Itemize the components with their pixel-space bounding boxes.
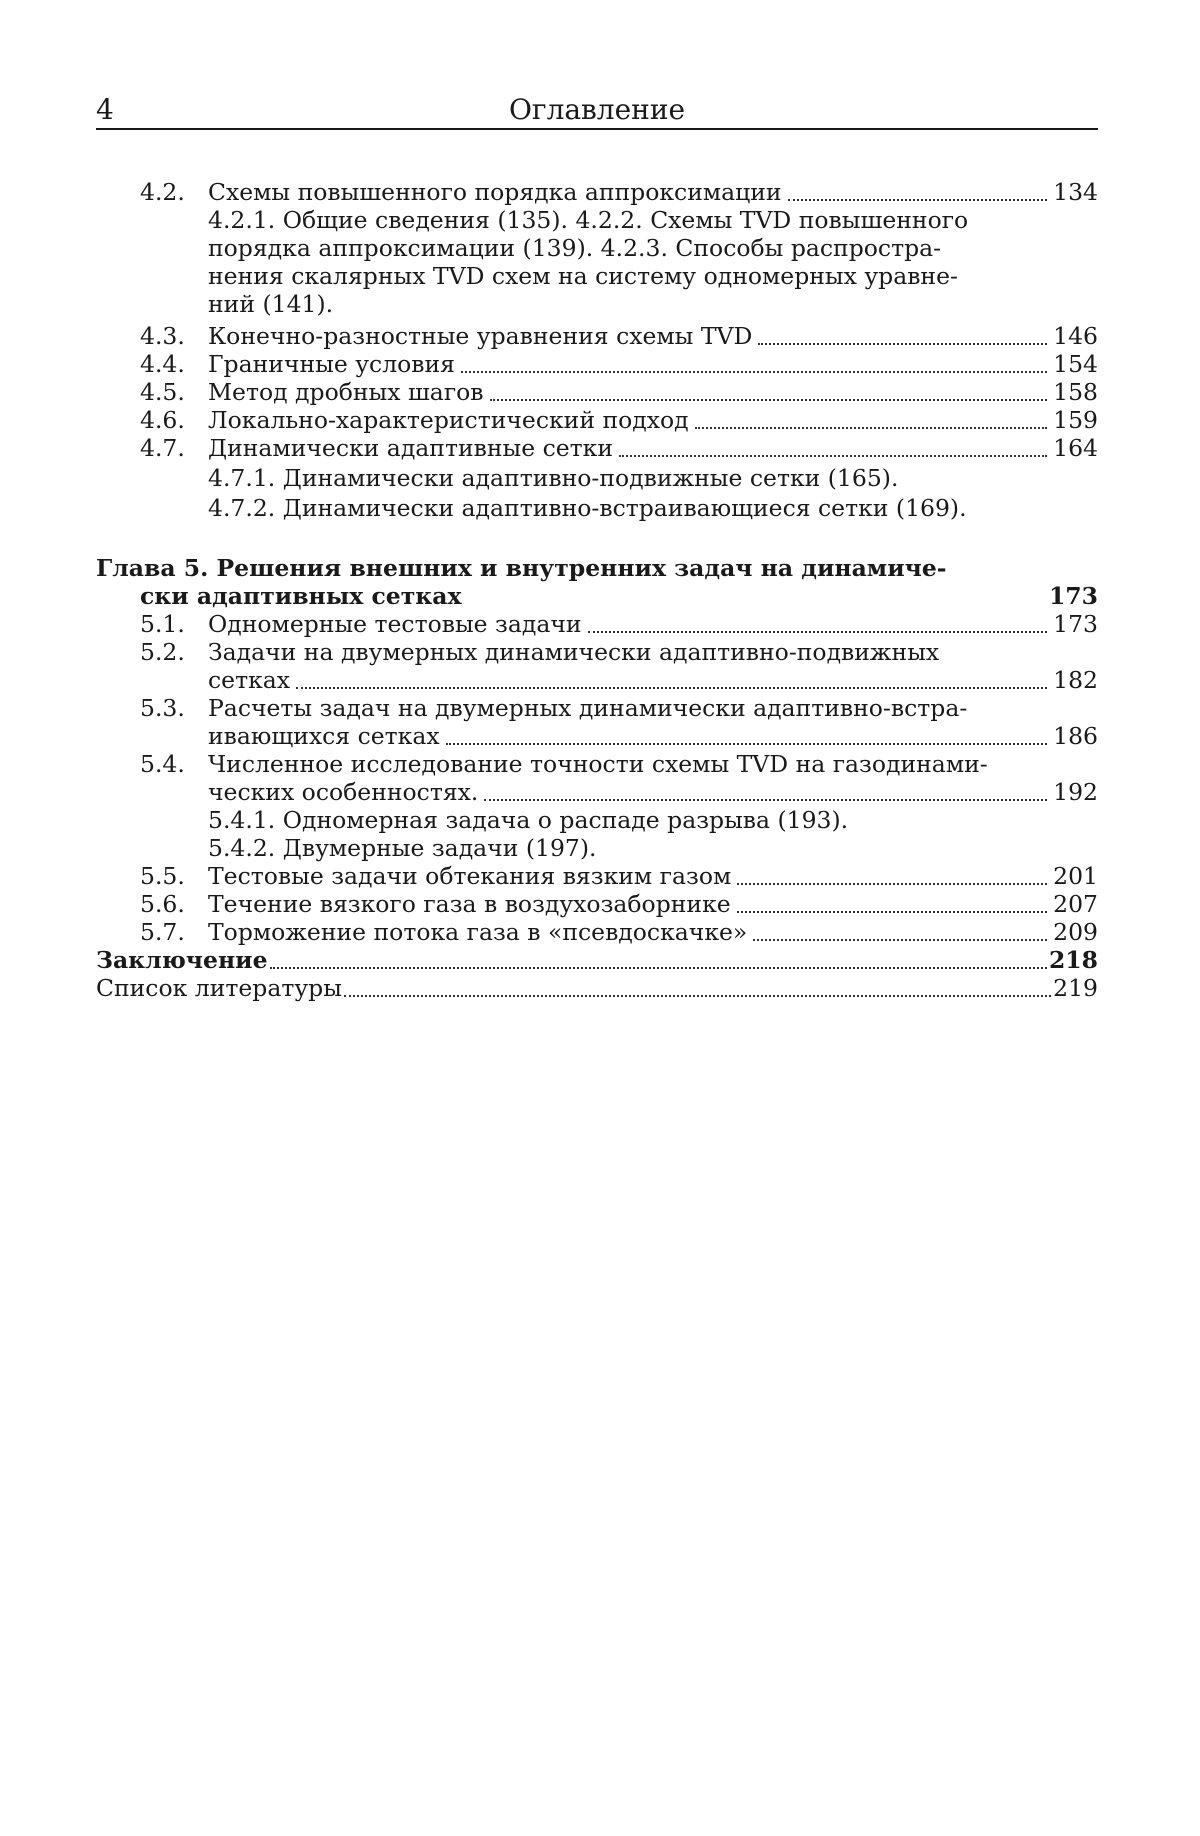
entry-page: 207: [1053, 890, 1098, 918]
entry-title: Заключение: [96, 946, 268, 974]
toc-subentries-line: порядка аппроксимации (139). 4.2.3. Способы распростра-: [208, 234, 942, 262]
entry-title: Конечно-разностные уравнения схемы TVD: [208, 322, 753, 350]
entry-page: 201: [1053, 862, 1098, 890]
entry-title: Граничные условия: [208, 350, 456, 378]
entry-title: Динамически адаптивные сетки: [208, 434, 614, 462]
toc-entry-5-3[interactable]: [140, 694, 967, 722]
entry-title: Численное исследование точности схемы TVD на газодинами-: [208, 750, 988, 778]
entry-number: 5.4.: [140, 750, 185, 778]
entry-title: Задачи на двумерных динамически адаптивно-подвижных: [208, 638, 940, 666]
entry-page: 186: [1053, 722, 1098, 750]
dot-leader: [490, 391, 1048, 401]
entry-number: 5.2.: [140, 638, 185, 666]
entry-title: Тестовые задачи обтекания вязким газом: [208, 862, 732, 890]
entry-title: Торможение потока газа в «псевдоскачке»: [208, 918, 748, 946]
entry-title: Расчеты задач на двумерных динамически адаптивно-встра-: [208, 694, 968, 722]
dot-leader: [758, 335, 1047, 345]
page-number: 4: [96, 93, 114, 126]
dot-leader: [461, 363, 1047, 373]
entry-number: 5.3.: [140, 694, 185, 722]
subentry-text: 4.2.1. Общие сведения (135). 4.2.2. Схемы TVD повышенного: [208, 206, 969, 234]
entry-number: 4.7.: [140, 434, 185, 462]
toc-entry-4-3[interactable]: [140, 322, 1098, 350]
entry-number: 4.4.: [140, 350, 185, 378]
page-header: [96, 92, 1098, 130]
entry-title-continuation: ческих особенностях.: [208, 778, 479, 806]
dot-leader: [446, 735, 1048, 745]
toc-subentries-line: 5.4.2. Двумерные задачи (197).: [208, 834, 597, 862]
toc-entry-4-4[interactable]: [140, 350, 1098, 378]
dot-leader: [737, 875, 1047, 885]
entry-number: 4.2.: [140, 178, 185, 206]
entry-title: Одномерные тестовые задачи: [208, 610, 582, 638]
entry-page: 158: [1053, 378, 1098, 406]
toc-subentries-line: нения скалярных TVD схем на систему одномерных уравне-: [208, 262, 958, 290]
dot-leader: [695, 419, 1048, 429]
chapter-heading[interactable]: Глава 5. Решения внешних и внутренних задач на динамиче-: [96, 554, 947, 582]
entry-page: 164: [1053, 434, 1098, 462]
page-title: Оглавление: [508, 93, 686, 126]
toc-subentries-line: 4.7.2. Динамически адаптивно-встраивающиеся сетки (169).: [208, 494, 967, 522]
entry-page: 159: [1053, 406, 1098, 434]
entry-page: 209: [1053, 918, 1098, 946]
toc-entry-4-2[interactable]: [140, 178, 1098, 206]
entry-page: 182: [1053, 666, 1098, 694]
entry-number: 4.3.: [140, 322, 185, 350]
entry-number: 5.6.: [140, 890, 185, 918]
entry-number: 5.1.: [140, 610, 185, 638]
entry-page: 173: [1053, 610, 1098, 638]
toc-entry-4-7[interactable]: [140, 434, 1098, 462]
dot-leader: [296, 679, 1047, 689]
toc-subentries-line: 4.7.1. Динамически адаптивно-подвижные сетки (165).: [208, 464, 899, 492]
toc-subentries-line: 5.4.1. Одномерная задача о распаде разрыва (193).: [208, 806, 849, 834]
toc-subentries-line: [208, 206, 1020, 234]
dot-leader: [270, 959, 1047, 969]
entry-page: 134: [1053, 178, 1098, 206]
dot-leader: [619, 447, 1047, 457]
entry-page: 154: [1053, 350, 1098, 378]
entry-page: 146: [1053, 322, 1098, 350]
entry-title: Метод дробных шагов: [208, 378, 484, 406]
entry-page: 218: [1048, 946, 1098, 974]
toc-subentries-line: ний (141).: [208, 290, 334, 318]
entry-title-continuation: сетках: [208, 666, 291, 694]
dot-leader: [788, 191, 1048, 201]
entry-title: Список литературы: [96, 974, 342, 1002]
entry-page: 173: [1048, 582, 1098, 610]
entry-title: Схемы повышенного порядка аппроксимации: [208, 178, 782, 206]
toc-entry-5-6[interactable]: [140, 890, 1098, 918]
toc-entry-references[interactable]: [96, 974, 1098, 1002]
entry-page: 192: [1053, 778, 1098, 806]
chapter-heading-continuation[interactable]: [140, 582, 1098, 610]
toc-entry-4-5[interactable]: [140, 378, 1098, 406]
dot-leader: [484, 791, 1047, 801]
entry-title-continuation: ивающихся сетках: [208, 722, 440, 750]
toc-entry-5-7[interactable]: [140, 918, 1098, 946]
dot-leader: [737, 903, 1047, 913]
toc-entry-5-5[interactable]: [140, 862, 1098, 890]
dot-leader: [588, 623, 1048, 633]
toc-entry-5-3-cont[interactable]: [208, 722, 1098, 750]
toc-entry-5-2[interactable]: [140, 638, 939, 666]
toc-entry-5-4[interactable]: [140, 750, 988, 778]
dot-leader: [344, 987, 1051, 997]
entry-number: 4.6.: [140, 406, 185, 434]
entry-title: Течение вязкого газа в воздухозаборнике: [208, 890, 731, 918]
entry-title: Локально-характеристический подход: [208, 406, 689, 434]
toc-entry-5-2-cont[interactable]: [208, 666, 1098, 694]
entry-title: ски адаптивных сетках: [140, 582, 462, 610]
dot-leader: [753, 931, 1047, 941]
entry-page: 219: [1053, 974, 1098, 1002]
toc-entry-5-4-cont[interactable]: [208, 778, 1098, 806]
entry-number: 5.5.: [140, 862, 185, 890]
entry-number: 4.5.: [140, 378, 185, 406]
toc-entry-5-1[interactable]: [140, 610, 1098, 638]
toc-entry-conclusion[interactable]: [96, 946, 1098, 974]
entry-number: 5.7.: [140, 918, 185, 946]
toc-entry-4-6[interactable]: [140, 406, 1098, 434]
